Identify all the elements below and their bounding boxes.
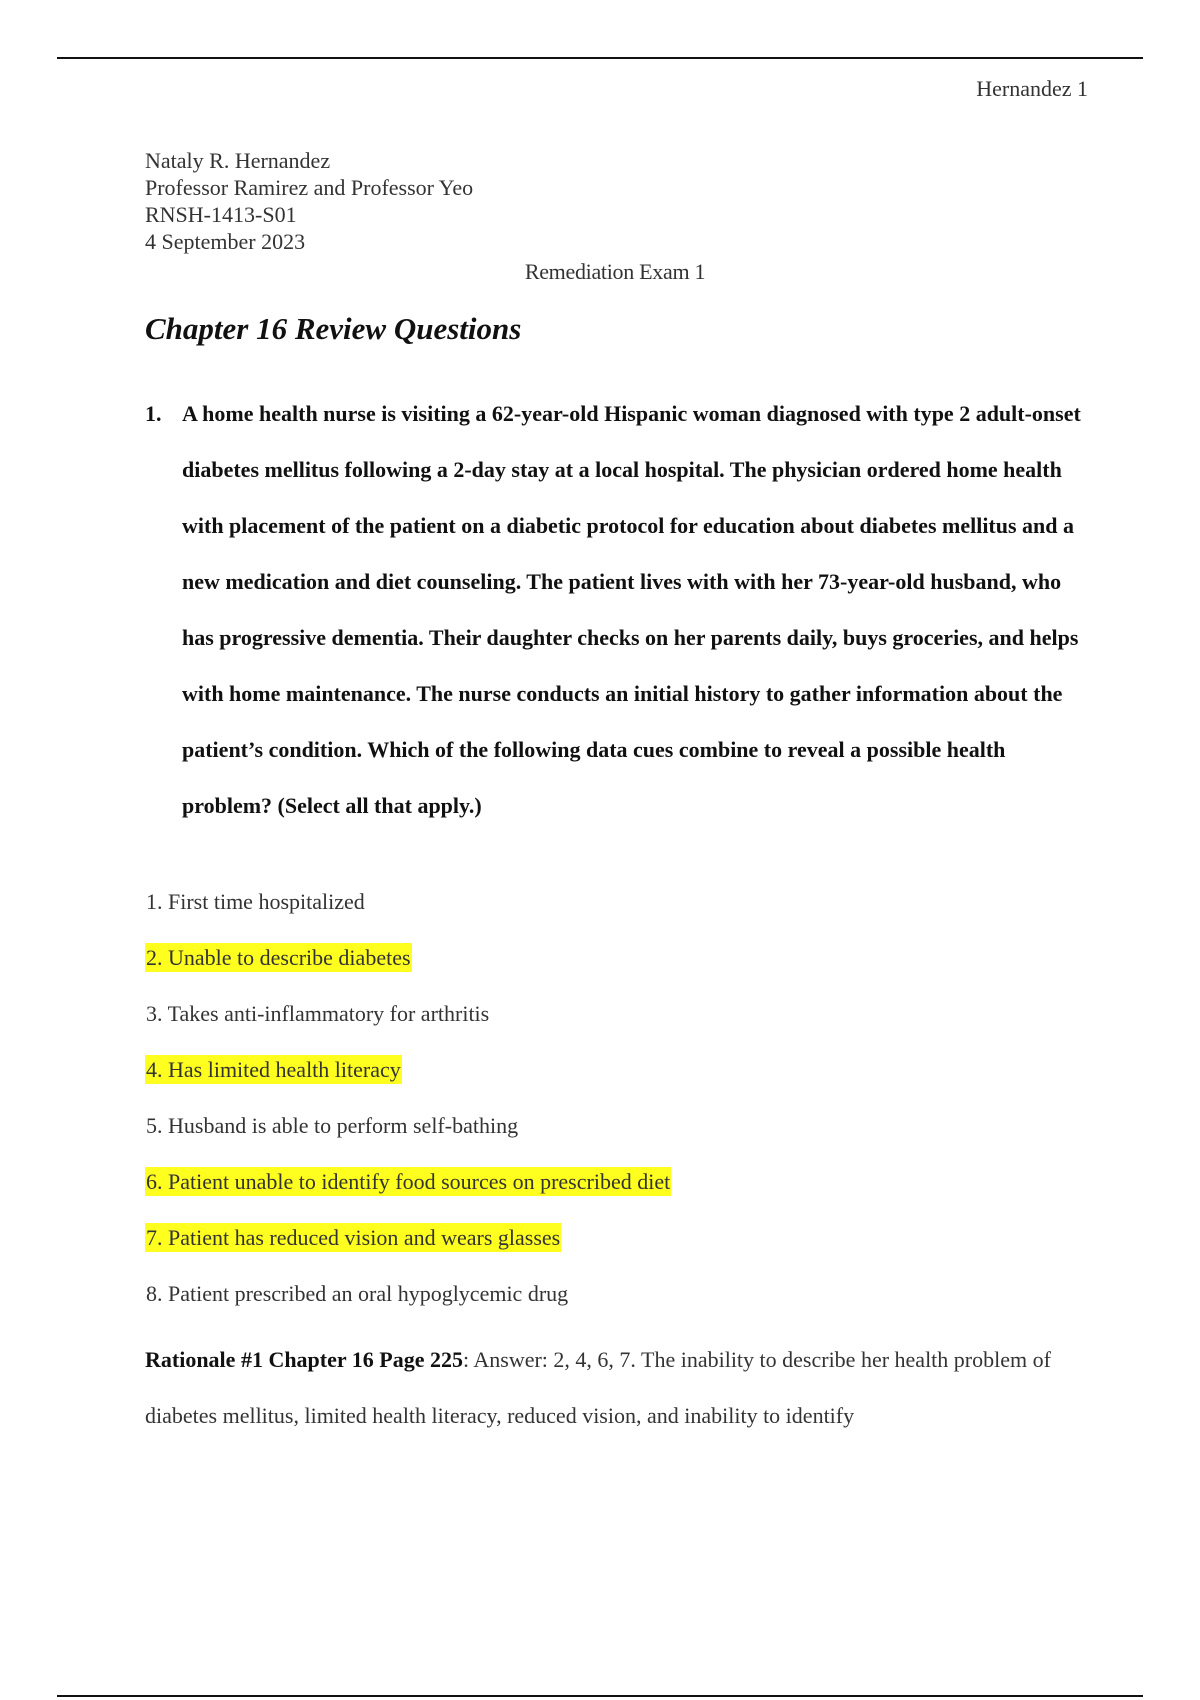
rationale-text: : Answer: 2, 4, 6, 7. The inability to describe her health problem of diabetes mellitus, limited health literacy, reduced vision, and inability to identify — [145, 1347, 1051, 1428]
submission-date: 4 September 2023 — [145, 229, 306, 254]
answer-option-text: 5. Husband is able to perform self-bathing — [146, 1113, 519, 1138]
answer-option — [145, 1223, 671, 1279]
answer-option-text: 1. First time hospitalized — [146, 889, 365, 914]
answer-option-text: 7. Patient has reduced vision and wears glasses — [146, 1225, 561, 1250]
answer-option — [145, 887, 671, 943]
question-text: A home health nurse is visiting a 62-year-old Hispanic woman diagnosed with type 2 adult-onset diabetes mellitus following a 2-day stay at a local hospital. The physician ordered home health with placement of the patient on a diabetic protocol for education about diabetes mellitus and a new medication and diet counseling. The patient lives with with her 73-year-old husband, who has progressive dementia. Their daughter checks on her parents daily, buys groceries, and helps with home maintenance. The nurse conducts an initial history to gather information about the patient’s condition. Which of the following data cues combine to reveal a possible health problem? (Select all that apply.) — [182, 401, 1081, 818]
answer-option-text: 6. Patient unable to identify food sources on prescribed diet — [146, 1169, 671, 1194]
running-head: Hernandez 1 — [976, 76, 1088, 101]
answer-option — [145, 1279, 671, 1335]
answer-options-list — [145, 887, 671, 1335]
student-name: Nataly R. Hernandez — [145, 148, 331, 173]
answer-option-text: 3. Takes anti-inflammatory for arthritis — [146, 1001, 490, 1026]
mla-heading-block — [145, 147, 473, 255]
answer-option — [145, 943, 671, 999]
rationale-label: Rationale #1 Chapter 16 Page 225 — [145, 1347, 463, 1372]
answer-option — [145, 1111, 671, 1167]
answer-option-text: 2. Unable to describe diabetes — [146, 945, 411, 970]
answer-option — [145, 1055, 671, 1111]
rationale-paragraph — [145, 1332, 1065, 1444]
question-number: 1. — [145, 401, 162, 426]
chapter-heading: Chapter 16 Review Questions — [145, 311, 522, 346]
answer-option-text: 4. Has limited health literacy — [146, 1057, 401, 1082]
answer-option — [145, 1167, 671, 1223]
bottom-rule — [57, 1695, 1143, 1697]
answer-option-text: 8. Patient prescribed an oral hypoglycemic drug — [146, 1281, 569, 1306]
top-rule — [57, 57, 1143, 59]
course-code: RNSH-1413-S01 — [145, 202, 297, 227]
answer-option — [145, 999, 671, 1055]
professor-names: Professor Ramirez and Professor Yeo — [145, 175, 474, 200]
question-1 — [145, 386, 1085, 834]
document-title: Remediation Exam 1 — [524, 259, 706, 284]
